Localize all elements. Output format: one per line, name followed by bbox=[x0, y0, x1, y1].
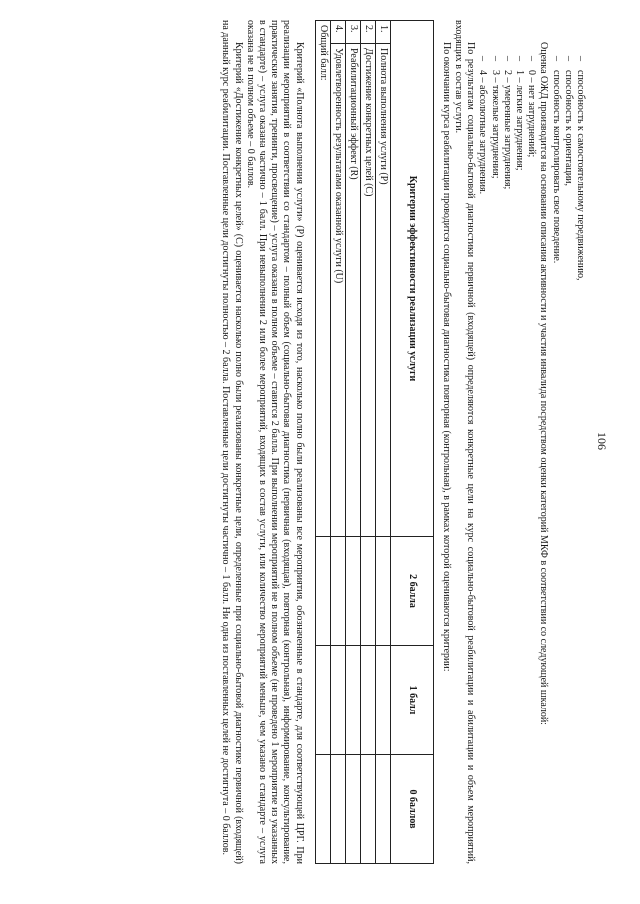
row-criterion: Реабилитационный эффект (R) bbox=[345, 44, 360, 537]
scale-item bbox=[476, 20, 488, 864]
dash-marker: – bbox=[477, 56, 489, 61]
score-cell bbox=[360, 755, 375, 864]
header-0-points: 0 баллов bbox=[390, 755, 433, 864]
scale-item-text: 1 – легкие затруднения; bbox=[513, 70, 525, 171]
score-cell bbox=[315, 646, 330, 755]
scale-item-text: 0 – нет затруднений; bbox=[526, 70, 538, 158]
list-item-text: способность к самостоятельному передвижению, bbox=[575, 70, 586, 281]
list-item bbox=[562, 20, 574, 864]
dash-marker: – bbox=[513, 56, 525, 61]
score-cell bbox=[315, 755, 330, 864]
dash-marker: – bbox=[550, 56, 562, 61]
row-number: 4. bbox=[330, 21, 345, 44]
dash-marker: – bbox=[526, 56, 538, 61]
row-criterion: Достижение конкретных целей (C) bbox=[360, 44, 375, 537]
row-number: 3. bbox=[345, 21, 360, 44]
scale-item-text: 4 – абсолютные затруднения. bbox=[477, 70, 489, 195]
list-item-text: способность к ориентации, bbox=[562, 70, 574, 187]
row-criterion: Удовлетворенность результатами оказанной услуги (U) bbox=[330, 44, 345, 537]
table-header-row bbox=[390, 21, 433, 864]
score-cell bbox=[360, 537, 375, 646]
scale-item bbox=[501, 20, 513, 864]
table-row bbox=[330, 21, 345, 864]
score-cell bbox=[330, 646, 345, 755]
table-row bbox=[375, 21, 390, 864]
page-number: 106 bbox=[595, 432, 609, 450]
score-cell bbox=[345, 755, 360, 864]
score-cell bbox=[330, 755, 345, 864]
list-item-text: способность контролировать свое поведение. bbox=[550, 70, 562, 264]
scale-item bbox=[525, 20, 537, 864]
scale-item bbox=[513, 20, 525, 864]
score-cell bbox=[360, 646, 375, 755]
paragraph-goals: По результатам социально-бытовой диагностики первичной (входящей) определяются конкретные цели на курс социально-бытовой реабилитации и абилитации и объем мероприятий, входящих в состав услуги. bbox=[452, 20, 477, 864]
table-row bbox=[360, 21, 375, 864]
score-cell bbox=[330, 537, 345, 646]
scale-item-text: 3 – тяжелые затруднения; bbox=[489, 70, 501, 179]
dash-marker: – bbox=[562, 56, 574, 61]
table-row bbox=[345, 21, 360, 864]
dash-marker: – bbox=[501, 56, 513, 61]
score-cell bbox=[315, 537, 330, 646]
criteria-table bbox=[315, 20, 434, 864]
scale-item bbox=[488, 20, 500, 864]
score-cell bbox=[345, 646, 360, 755]
row-criterion: Полнота выполнения услуги (P) bbox=[375, 44, 390, 537]
scale-item-text: 2 – умеренные затруднения; bbox=[501, 70, 513, 190]
total-label: Общий балл: bbox=[315, 21, 330, 537]
score-cell bbox=[375, 755, 390, 864]
row-number: 1. bbox=[375, 21, 390, 44]
paragraph-ozhd-assessment: Оценка ОЖД производится на основании описания активности и участия инвалида посредством оценки категорий МКФ в соответствии со следующей шкалой: bbox=[538, 42, 550, 725]
paragraph-criterion-p: Критерий «Полнота выполнения услуги» (P) оценивается исходя из того, насколько полно были реализованы все мероприятия, обозначенные в стандарте, для соответствующей ЦРГ. При реализации мероприятий в соответствии со стандартом – полный объем (социально-бытовая диагностика (первичная (входящая), повторная (контрольная), информирование, консультирование, практические занятия, тренинги, просвещение) – услуга оказана в полном объеме – ставится 2 балла. При выполнении мероприятий не в полном объеме (не проведено 1 мероприятие из указанных в стандарте) – услуга оказана частично – 1 балл. При невыполнении 2 или более мероприятий, входящих в состав услуги, или количество мероприятий меньше, чем указано в стандарте – услуга оказана не в полном объеме – 0 баллов. bbox=[244, 20, 305, 864]
table-total-row bbox=[315, 21, 330, 864]
paragraph-criterion-c: Критерий «Достижение конкретных целей» (C) оценивается насколько полно были реализованы конкретные цели, определенные при социально-бытовой диагностике первичной (входящей) на данный курс реабилитации. Поставленные цели достигнуты полностью – 2 балла. Поставленные цели достигнуты частично – 1 балл. Ни одна из поставленных целей не достигнута – 0 баллов. bbox=[220, 20, 244, 864]
header-1-point: 1 балл bbox=[390, 646, 433, 755]
rotated-page bbox=[48, 20, 608, 864]
score-cell bbox=[375, 537, 390, 646]
dash-marker: – bbox=[575, 56, 586, 61]
header-criteria: Критерии эффективности реализации услуги bbox=[390, 21, 433, 537]
score-cell bbox=[375, 646, 390, 755]
row-number: 2. bbox=[360, 21, 375, 44]
document-body bbox=[219, 20, 586, 864]
list-item bbox=[574, 20, 586, 864]
header-2-points: 2 балла bbox=[390, 537, 433, 646]
score-cell bbox=[345, 537, 360, 646]
list-item bbox=[549, 20, 561, 864]
dash-marker: – bbox=[489, 56, 501, 61]
paragraph-criteria-intro: По окончании курса реабилитации проводится социально-бытовая диагностика повторная (контрольная), в рамках которой оцениваются критерии: bbox=[440, 42, 452, 672]
